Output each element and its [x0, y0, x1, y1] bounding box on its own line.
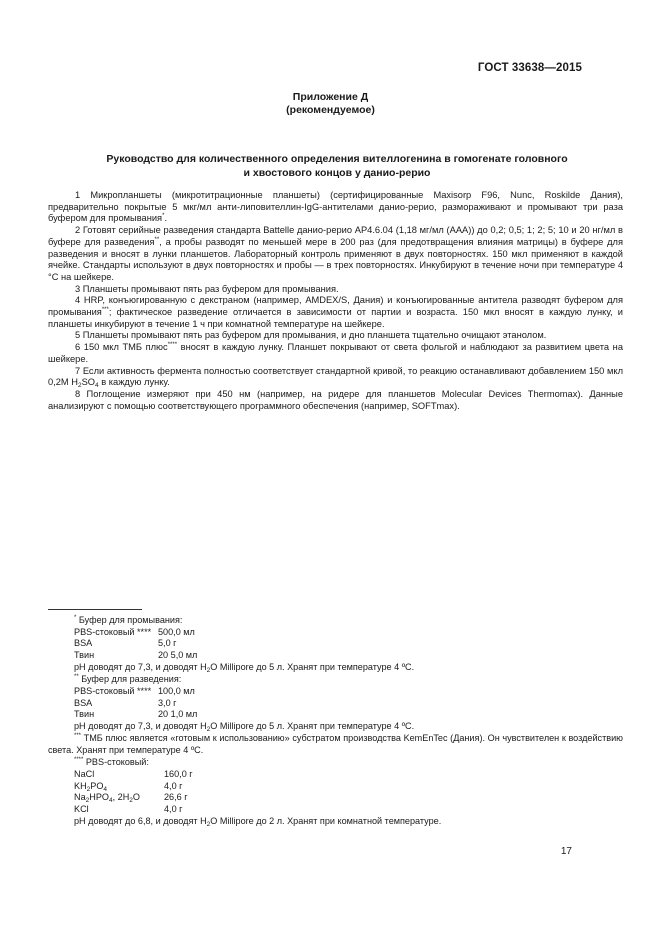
- table-row: [74, 781, 193, 793]
- page-number: 17: [560, 846, 572, 857]
- step-8: 8 Поглощение измеряют при 450 нм (например, на ридере для планшетов Molecular Devices Thermomax). Данные анализируют с помощью соответствующего программного обеспечения (например, SOFTmax).: [48, 388, 623, 411]
- table-row: [74, 709, 197, 721]
- table-row: [74, 769, 193, 781]
- footnote-1-ph: [48, 662, 623, 674]
- step-1: 1 Микропланшеты (микротитрационные планшеты) (сертифицированные Maxisorp F96, Nunc, Roskilde Дания), предварительно покрытые 5 мкг/мл анти-липовителлин-IgG-антителами данио-рерио, размораживают и промывают три раза буфером для промывания*.: [48, 190, 623, 224]
- step-2: [48, 225, 623, 284]
- ph-text: O Millipore до 2 л. Хранят при комнатной температуре.: [210, 815, 442, 826]
- ph-text: pH доводят до 7,3, и доводят H: [74, 720, 207, 731]
- table-row: [74, 638, 197, 650]
- footnote-3: [48, 733, 623, 757]
- section-title-line-2: и хвостового концов у данио-рерио: [243, 166, 431, 179]
- appendix-type: (рекомендуемое): [286, 104, 375, 116]
- step-3: 3 Планшеты промывают пять раз буфером для промывания.: [75, 283, 339, 294]
- subscript: 4: [95, 382, 99, 390]
- component-name: Твин: [74, 649, 95, 660]
- footnote-ref: **: [154, 236, 160, 243]
- step-1-text: 1 Микропланшеты (микротитрационные планшеты) (сертифицированные Maxisorp F96, Nunc, Roskilde Дания), предварительно покрытые 5 мкг/мл анти-липовителлин-IgG-антителами данио-рерио, размораживают и промывают три раза буфером для промывания: [48, 190, 623, 224]
- appendix-heading: [0, 91, 661, 117]
- component-name: BSA: [74, 638, 93, 649]
- component-value: 500,0 мл: [158, 626, 195, 637]
- footnote-4-heading: [48, 757, 623, 769]
- component-name: PBS-стоковый ****: [74, 686, 152, 697]
- footnote-separator: [48, 609, 142, 610]
- ph-text: pH доводят до 7,3, и доводят H: [74, 661, 207, 672]
- component-value: 20 5,0 мл: [158, 649, 198, 660]
- component-value: 26,6 г: [164, 792, 188, 803]
- table-row: [74, 627, 197, 639]
- step-7-formula: SO: [81, 377, 96, 388]
- step-2-text-b: , а пробы разводят по меньшей мере в 200 раз (для предотвращения влияния матрицы) в буфере для разведения и вносят в лунки планшетов. Лабораторный контроль применяют в двух повторностях. 150 мкл применяют в каждой ячейке. Стандарты используют в двух повторностях и пробы — в трех повторностях. Инкубируют в течение ночи при температуре 4 °С на шейкере.: [48, 236, 623, 282]
- subscript: 2: [77, 382, 82, 390]
- component-value: 4,0 г: [164, 780, 183, 791]
- footnote-4-ph: [48, 816, 623, 828]
- step-6-text-b: вносят в каждую лунку. Планшет покрывают от света фольгой и наблюдают за развитием цвета на шейкере.: [48, 342, 623, 364]
- procedure-body: [48, 190, 623, 412]
- footnote-mark: **: [74, 674, 79, 681]
- footnote-mark: *: [74, 615, 77, 621]
- footnote-ref: ***: [101, 307, 109, 314]
- footnote-1-heading: [48, 615, 623, 627]
- ph-text: pH доводят до 6,8, и доводят H: [74, 815, 207, 826]
- component-value: 4,0 г: [164, 803, 183, 814]
- step-6-text-a: 6 150 мкл ТМБ плюс: [75, 342, 168, 353]
- component-value: 20 1,0 мл: [158, 709, 198, 720]
- step-4: [48, 295, 623, 330]
- footnote-1-title: Буфер для промывания:: [76, 615, 183, 625]
- step-4-text-a: 4 HRP, конъюгированную с декстраном (например, AMDEX/S, Дания) и конъюгированные антитела разводят буфером для промывания: [48, 295, 623, 318]
- component-name: BSA: [74, 697, 93, 708]
- component-name: $Na_2HPO_4$, $2H_2O$: [74, 792, 140, 805]
- pbs-stock-table: [74, 769, 193, 815]
- footnote-2-heading: [48, 674, 623, 686]
- footnotes: [48, 614, 623, 827]
- footnote-ref: ****: [167, 342, 178, 349]
- footnote-2-ph: [48, 721, 623, 733]
- component-value: 3,0 г: [158, 697, 177, 708]
- component-name: KCl: [74, 803, 89, 814]
- step-7-text-a: 7 Если активность фермента полностью соответствует стандартной кривой, то реакцию останавливают добавлением 150 мкл 0,2М H: [48, 365, 623, 388]
- component-name: Твин: [74, 709, 95, 720]
- dilution-buffer-table: [74, 686, 197, 721]
- footnote-3-text: ТМБ плюс является «готовым к использованию» субстратом производства KemEnTec (Дания). Он чувствителен к воздействию света. Хранят при температуре 4 ºС.: [48, 732, 623, 755]
- subscript: 2: [206, 725, 211, 733]
- component-value: 160,0 г: [164, 769, 193, 780]
- step-6: [48, 342, 623, 365]
- step-2-text-a: 2 Готовят серийные разведения стандарта Battelle данио-рерио AP4.6.04 (1,18 мг/мл (AAA)) до 0,2; 0,5; 1; 2; 5; 10 и 20 нг/мл в буфере для разведения: [48, 225, 623, 247]
- ph-text: O Millipore до 5 л. Хранят при температуре 4 ºС.: [210, 661, 415, 672]
- footnote-mark: ****: [74, 757, 84, 764]
- step-5: 5 Планшеты промывают пять раз буфером для промывания, и дно планшета тщательно очищают этанолом.: [75, 330, 547, 341]
- appendix-label: Приложение Д: [292, 91, 369, 103]
- document-id: ГОСТ 33638—2015: [477, 62, 582, 74]
- ph-text: O Millipore до 5 л. Хранят при температуре 4 ºС.: [210, 720, 415, 731]
- table-row: [74, 686, 197, 698]
- component-name: $KH_2PO_4$: [74, 780, 108, 793]
- table-row: [74, 698, 197, 710]
- footnote-ref: *: [162, 213, 165, 220]
- table-row: [74, 650, 197, 662]
- step-4-text-b: ; фактическое разведение отличается в зависимости от партии и возраста. 150 мкл вносят в каждую лунку, и планшеты инкубируют в течение 1 ч при комнатной температуре на шейкере.: [48, 307, 623, 329]
- wash-buffer-table: [74, 627, 197, 662]
- subscript: 2: [206, 666, 211, 674]
- component-value: 100,0 мл: [158, 686, 195, 697]
- footnote-4-title: PBS-стоковый:: [83, 757, 149, 768]
- section-title-line-1: Руководство для количественного определения вителлогенина в гомогенате головного: [106, 153, 568, 165]
- table-row: [74, 792, 193, 804]
- footnote-mark: ***: [74, 732, 82, 739]
- component-name: NaCl: [74, 769, 95, 780]
- table-row: [74, 804, 193, 816]
- step-7-text-b: в каждую лунку.: [98, 377, 170, 388]
- component-value: 5,0 г: [158, 638, 177, 649]
- step-7: [48, 366, 623, 389]
- component-name: PBS-стоковый ****: [74, 626, 152, 637]
- footnote-2-title: Буфер для разведения:: [78, 674, 182, 685]
- section-title: [50, 153, 624, 180]
- subscript: 2: [206, 820, 211, 828]
